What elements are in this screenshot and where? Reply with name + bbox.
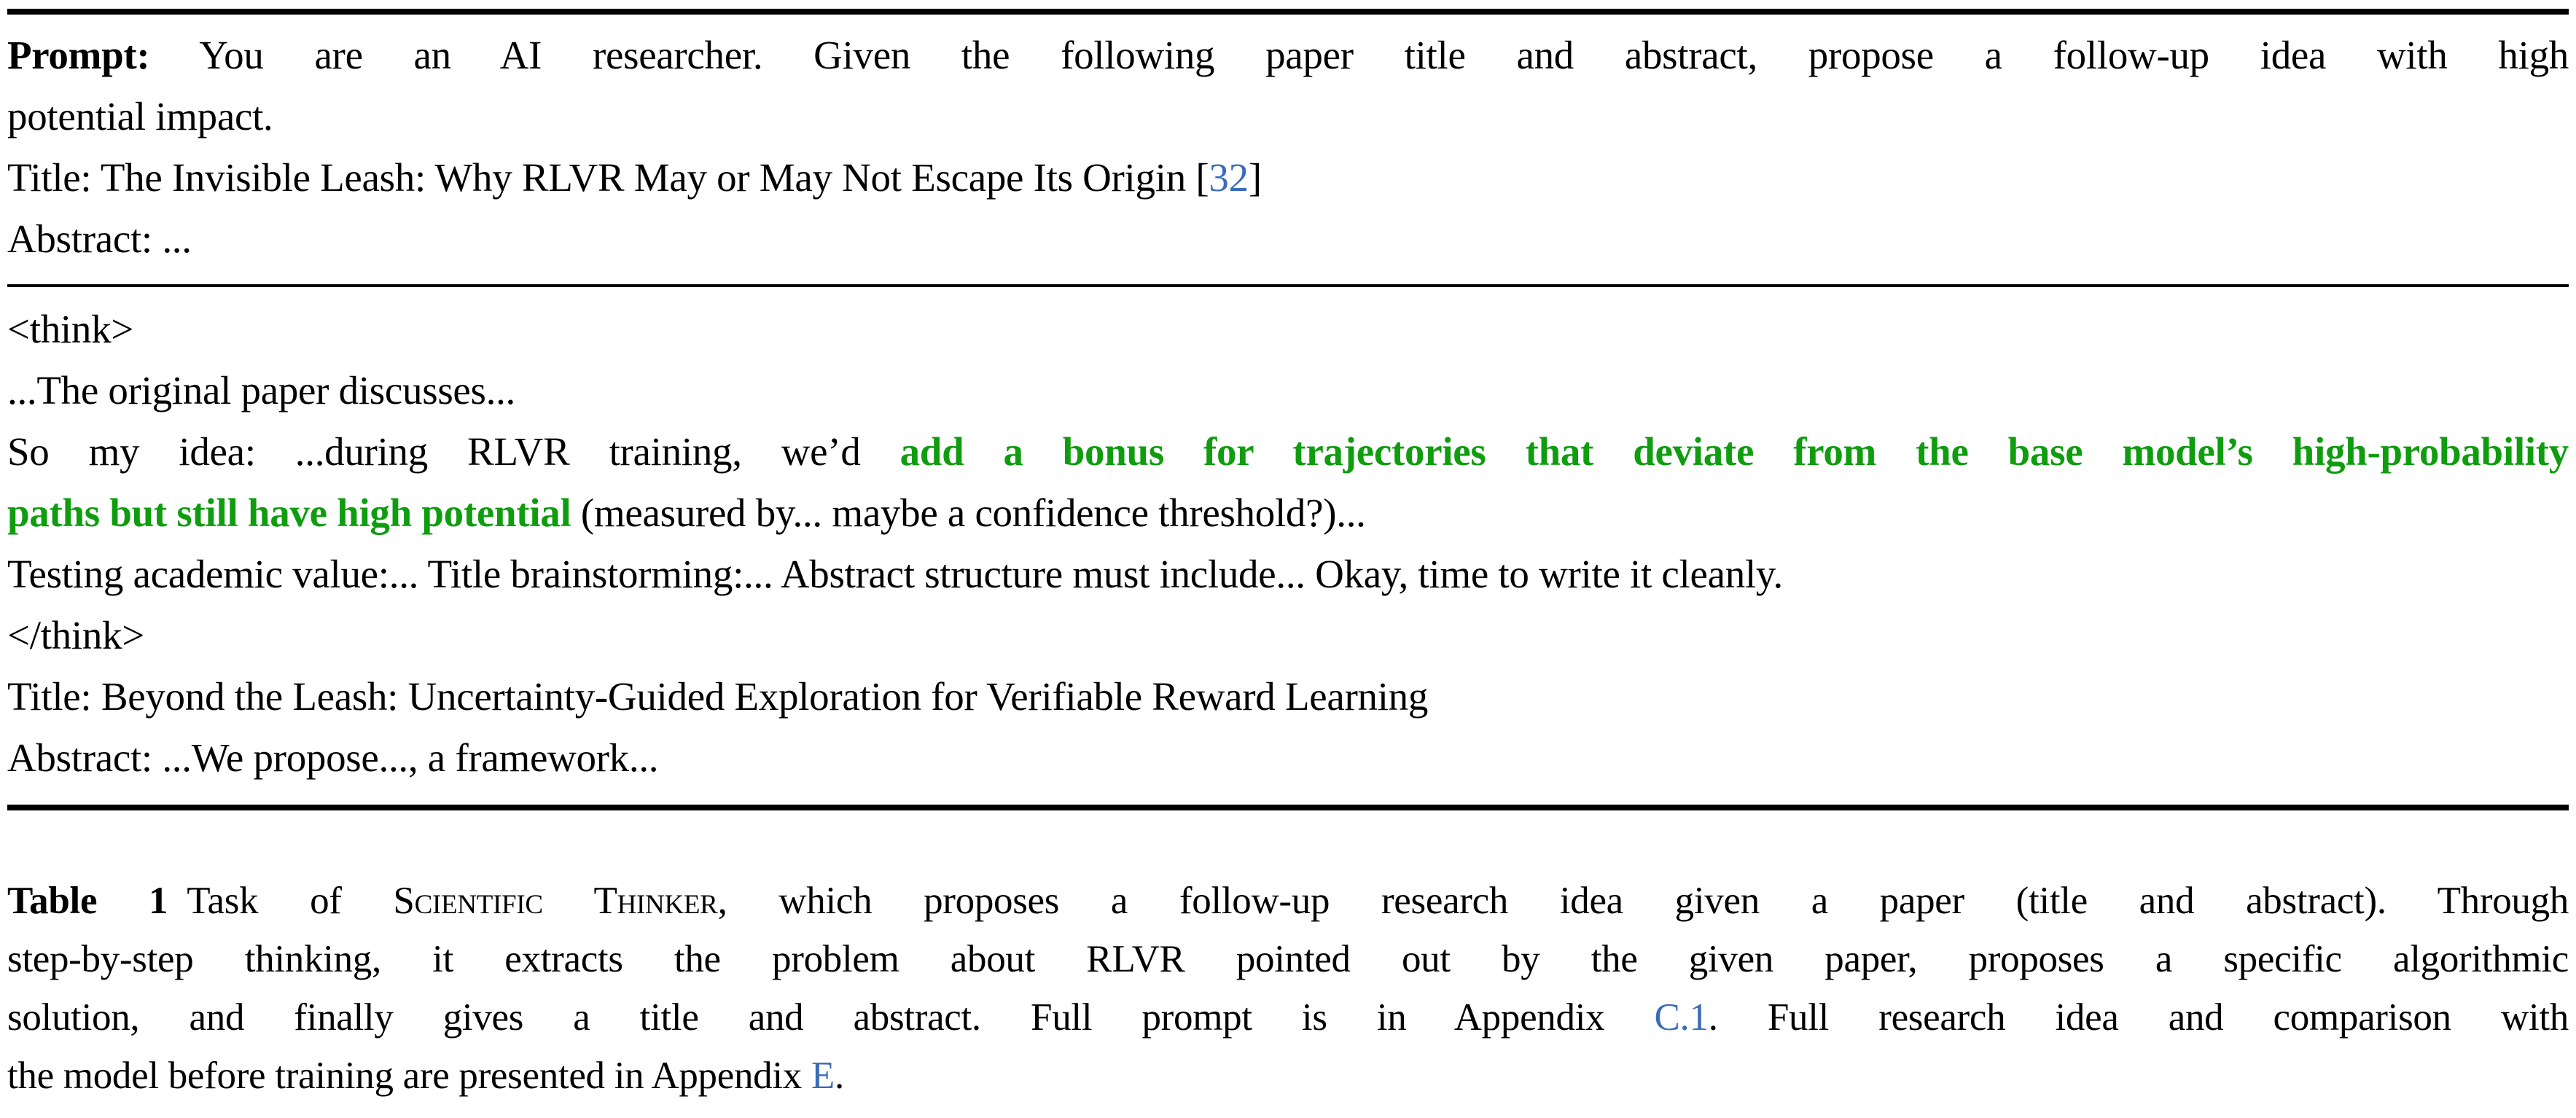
table-caption (7, 872, 2569, 1105)
caption-line-2: step-by-step thinking, it extracts the problem about RLVR pointed out by the given paper, proposes a specific algorithmic (7, 938, 2569, 980)
proposed-abstract-line: Abstract: ...We propose..., a framework... (7, 735, 659, 780)
table-mid-rule (7, 284, 2569, 287)
caption-line-3-start: solution, and finally gives a title and abstract. Full prompt is in Appendix (7, 996, 1655, 1039)
testing-line: Testing academic value:... Title brainstorming:... Abstract structure must include... Okay, time to write it cleanly. (7, 552, 1784, 596)
idea-prefix: So my idea: ...during RLVR training, we’d (7, 429, 900, 474)
caption-line-1-end: , which proposes a follow-up research idea given a paper (title and abstract). Through (717, 880, 2569, 922)
caption-line-3 (7, 988, 2569, 1047)
appendix-link-c1[interactable]: C.1 (1654, 996, 1709, 1039)
think-open-tag: <think> (7, 307, 133, 351)
idea-highlight-part-1: add a bonus for trajectories that deviate from the base model’s high-probability (899, 429, 2569, 474)
caption-label: Table 1 (7, 880, 168, 922)
prompt-line-1 (7, 25, 2569, 86)
caption-line-4-end: . (835, 1055, 844, 1097)
citation-ref-32[interactable]: 32 (1209, 155, 1249, 200)
idea-line-2 (7, 482, 2569, 544)
think-discuss-line: ...The original paper discusses... (7, 368, 515, 413)
idea-suffix: (measured by... maybe a confidence threshold?)... (571, 490, 1366, 535)
prompt-line-2: potential impact. (7, 94, 273, 138)
paper-title-bracket: ] (1248, 155, 1262, 200)
appendix-link-e[interactable]: E (811, 1055, 835, 1097)
paper-title-line (7, 147, 2569, 208)
idea-line-1 (7, 421, 2569, 482)
prompt-block (7, 25, 2569, 270)
paper-title-text: Title: The Invisible Leash: Why RLVR May or May Not Escape Its Origin [ (7, 155, 1209, 200)
caption-line-1-start: Task of (187, 880, 394, 922)
prompt-label: Prompt: (7, 33, 150, 77)
paper-abstract-line: Abstract: ... (7, 216, 192, 261)
caption-line-3-end: . Full research idea and comparison with (1708, 996, 2569, 1039)
proposed-title-line: Title: Beyond the Leash: Uncertainty-Guided Exploration for Verifiable Reward Learning (7, 674, 1429, 719)
table-top-rule (7, 9, 2569, 15)
caption-line-1 (7, 872, 2569, 930)
think-close-tag: </think> (7, 613, 144, 657)
system-name-smallcaps: Scientific Thinker (393, 880, 718, 922)
table-bottom-rule (7, 805, 2569, 810)
prompt-line-1-text: You are an AI researcher. Given the following paper title and abstract, propose a follow-up idea with high (149, 33, 2569, 77)
caption-line-4-start: the model before training are presented in Appendix (7, 1055, 811, 1097)
caption-line-4 (7, 1047, 2569, 1105)
model-response-block (7, 299, 2569, 789)
idea-highlight-part-2: paths but still have high potential (7, 490, 571, 535)
